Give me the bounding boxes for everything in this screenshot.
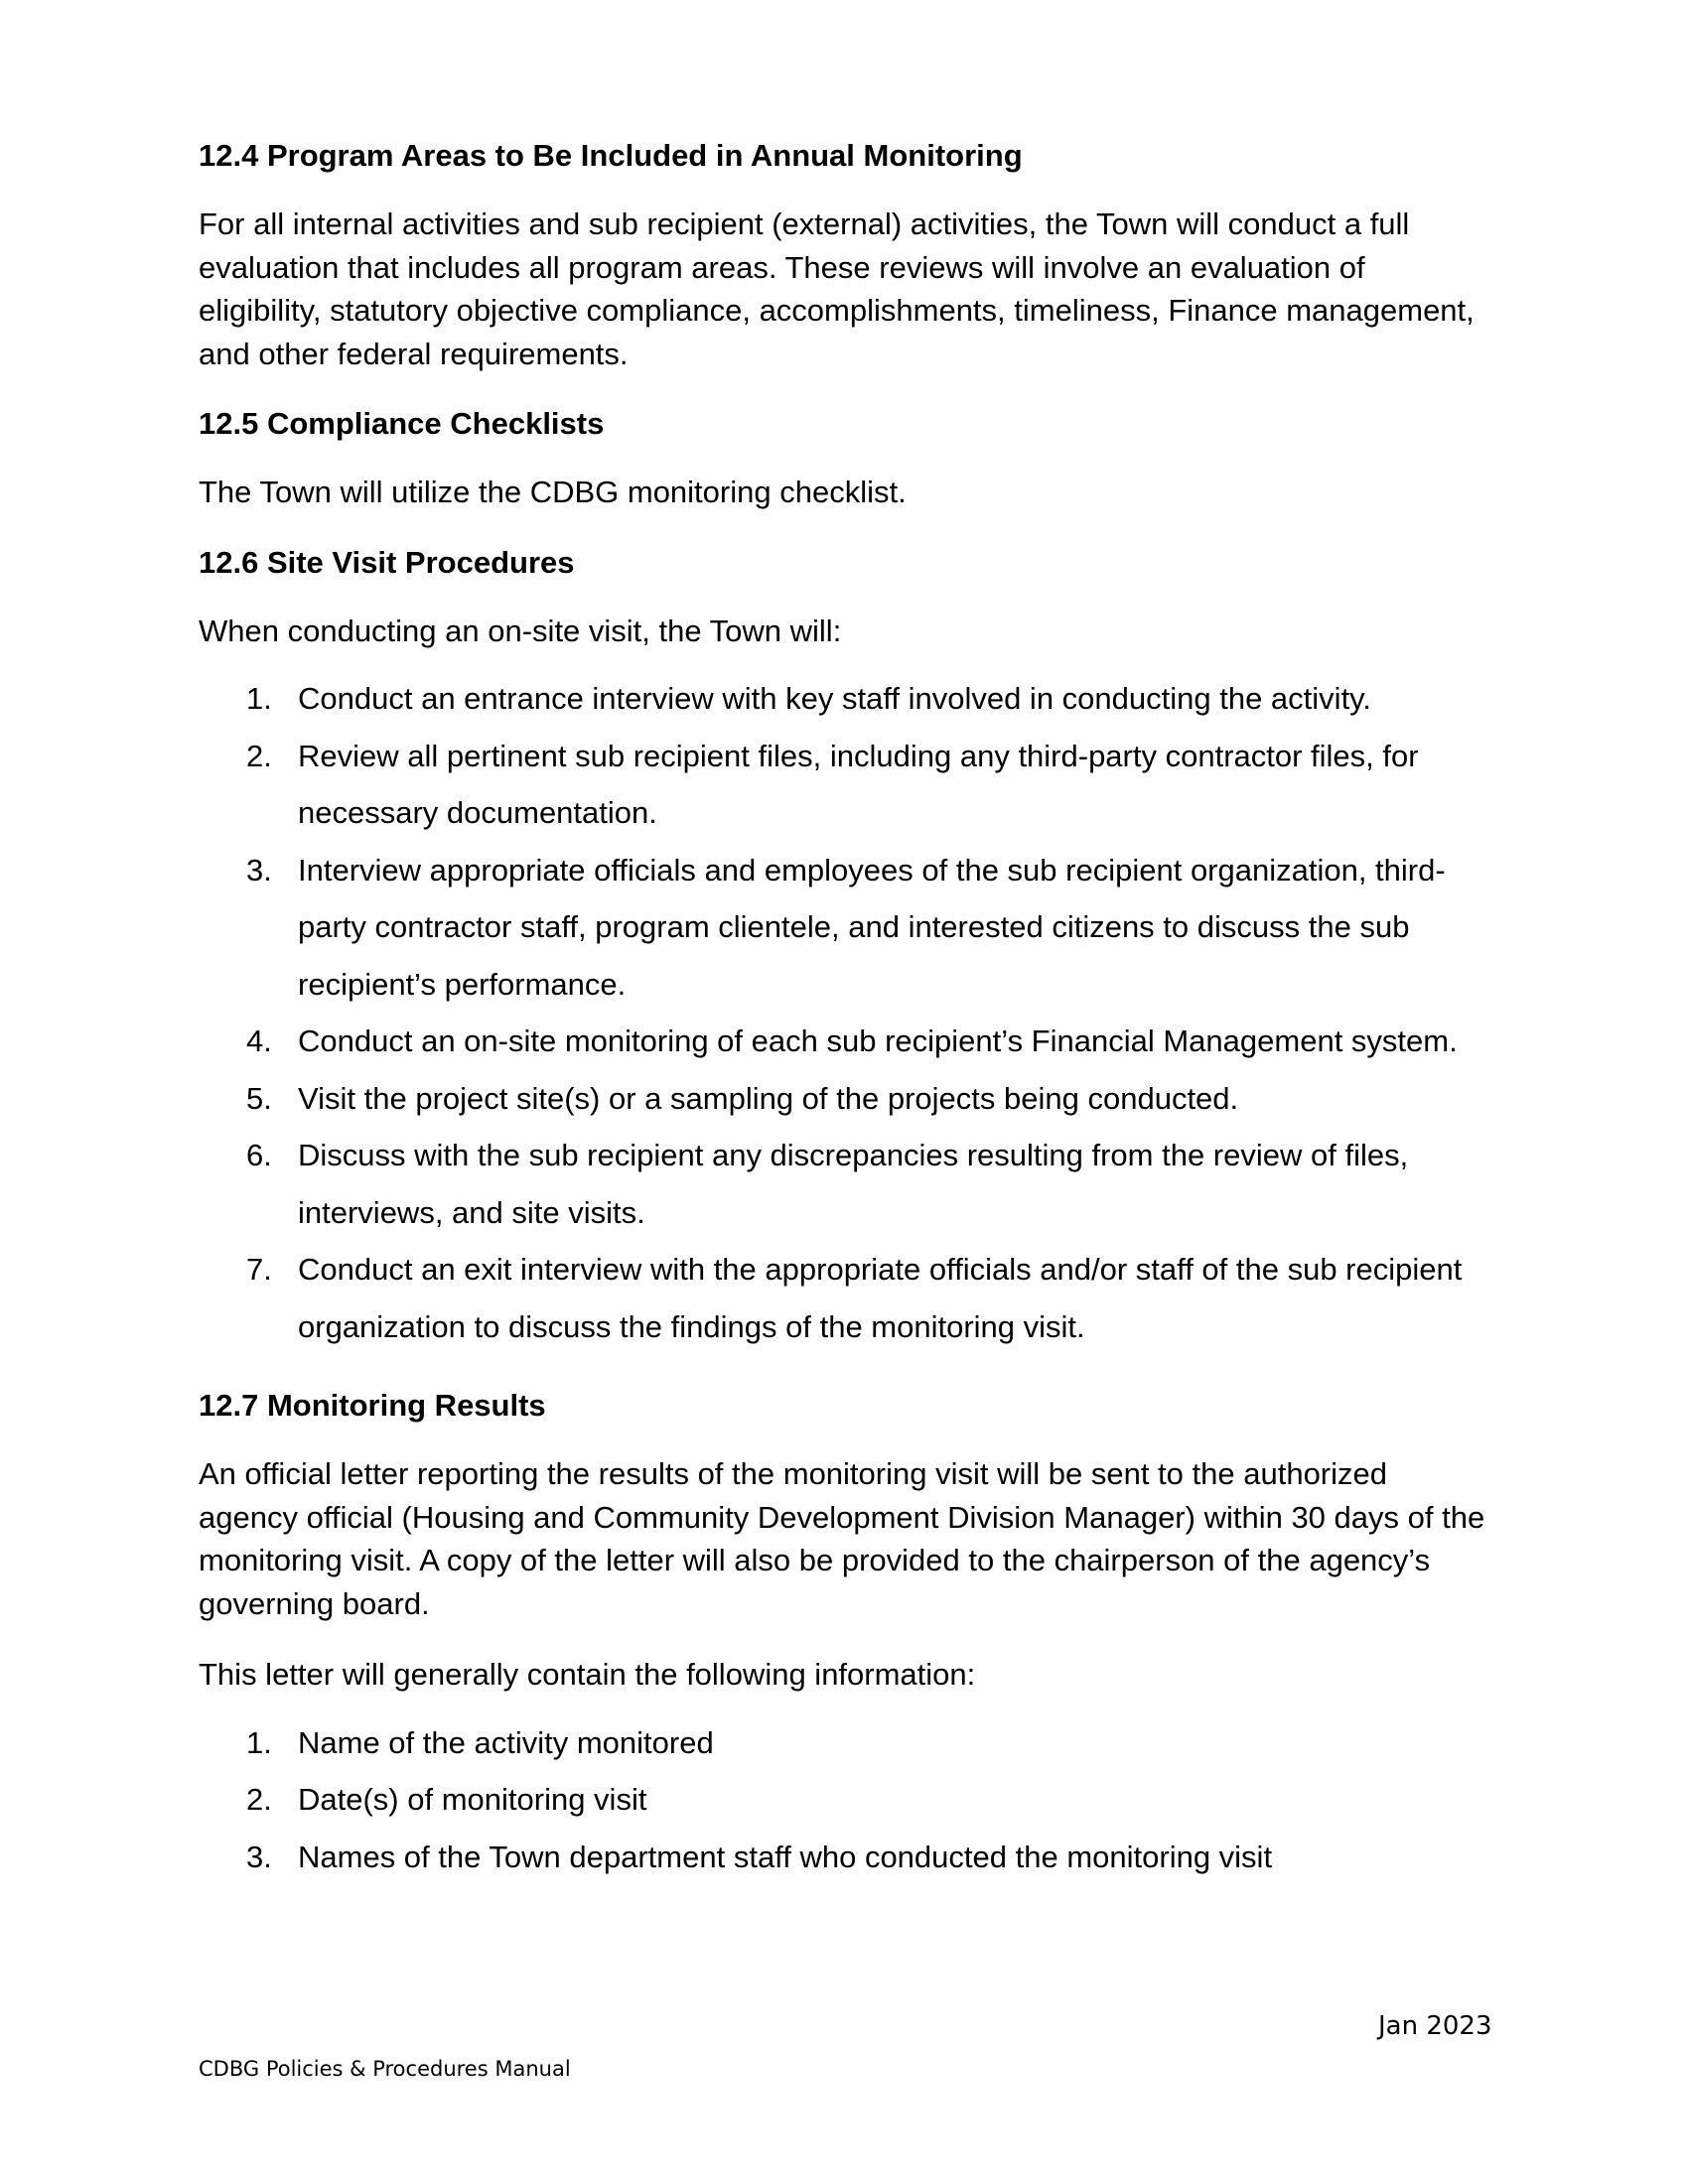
section-heading: 12.5 Compliance Checklists: [199, 406, 605, 441]
section-intro: When conducting an on-site visit, the Town will:: [199, 613, 842, 648]
section-heading: 12.6 Site Visit Procedures: [199, 544, 575, 580]
section-12-6: [199, 542, 1489, 1356]
list-text: Visit the project site(s) or a sampling of the projects being conducted.: [298, 1080, 1239, 1116]
list-number: 2.: [246, 738, 272, 773]
document-body: [199, 135, 1489, 1913]
footer-date: Jan 2023: [1378, 2011, 1492, 2041]
list-item: [199, 1241, 1489, 1355]
list-text: Name of the activity monitored: [298, 1724, 714, 1760]
list-text: Conduct an exit interview with the appropriate officials and/or staff of the sub recipient organization to discuss the findings of the monitoring visit.: [298, 1252, 1463, 1344]
list-number: 1.: [246, 681, 272, 716]
list-text: Names of the Town department staff who conducted the monitoring visit: [298, 1839, 1273, 1874]
list-item: [199, 1013, 1489, 1070]
section-paragraph: An official letter reporting the results of the monitoring visit will be sent to the authorized agency official (Housing and Community Development Division Manager) within 30 days of the monitoring visit. A copy of the letter will also be provided to the chairperson of the agency’s governing board.: [199, 1456, 1485, 1621]
list-number: 3.: [246, 852, 272, 887]
list-item: [199, 1127, 1489, 1241]
list-number: 3.: [246, 1839, 272, 1874]
list-number: 1.: [246, 1724, 272, 1760]
list-text: Date(s) of monitoring visit: [298, 1782, 647, 1817]
site-visit-steps-list: [199, 670, 1489, 1355]
section-heading: 12.7 Monitoring Results: [199, 1388, 546, 1423]
section-12-7: [199, 1385, 1489, 1885]
section-heading: 12.4 Program Areas to Be Included in Annual Monitoring: [199, 138, 1023, 173]
list-text: Conduct an on-site monitoring of each sub recipient’s Financial Management system.: [298, 1024, 1458, 1058]
section-12-4: [199, 135, 1489, 375]
list-item: [199, 1829, 1489, 1886]
section-intro: This letter will generally contain the following information:: [199, 1657, 976, 1692]
list-number: 4.: [246, 1024, 272, 1058]
list-item: [199, 1714, 1489, 1772]
letter-contents-list: [199, 1714, 1489, 1886]
list-item: [199, 1771, 1489, 1829]
list-text: Interview appropriate officials and employees of the sub recipient organization, third-party contractor staff, program clientele, and interested citizens to discuss the sub recipient’s performance.: [298, 852, 1446, 1002]
section-12-5: [199, 403, 1489, 514]
list-number: 7.: [246, 1252, 272, 1287]
list-number: 6.: [246, 1138, 272, 1172]
list-number: 5.: [246, 1080, 272, 1116]
list-text: Conduct an entrance interview with key staff involved in conducting the activity.: [298, 681, 1371, 716]
section-paragraph: The Town will utilize the CDBG monitoring checklist.: [199, 475, 907, 509]
list-text: Review all pertinent sub recipient files, including any third-party contractor files, for necessary documentation.: [298, 738, 1419, 830]
list-text: Discuss with the sub recipient any discrepancies resulting from the review of files, interviews, and site visits.: [298, 1138, 1409, 1230]
list-item: [199, 728, 1489, 842]
list-item: [199, 1070, 1489, 1128]
footer-title: CDBG Policies & Procedures Manual: [199, 2057, 571, 2081]
section-paragraph: For all internal activities and sub recipient (external) activities, the Town will conduct a full evaluation that includes all program areas. These reviews will involve an evaluation of eligibility, statutory objective compliance, accomplishments, timeliness, Finance management, and other federal requirements.: [199, 206, 1475, 371]
list-item: [199, 670, 1489, 728]
list-number: 2.: [246, 1782, 272, 1817]
list-item: [199, 842, 1489, 1014]
